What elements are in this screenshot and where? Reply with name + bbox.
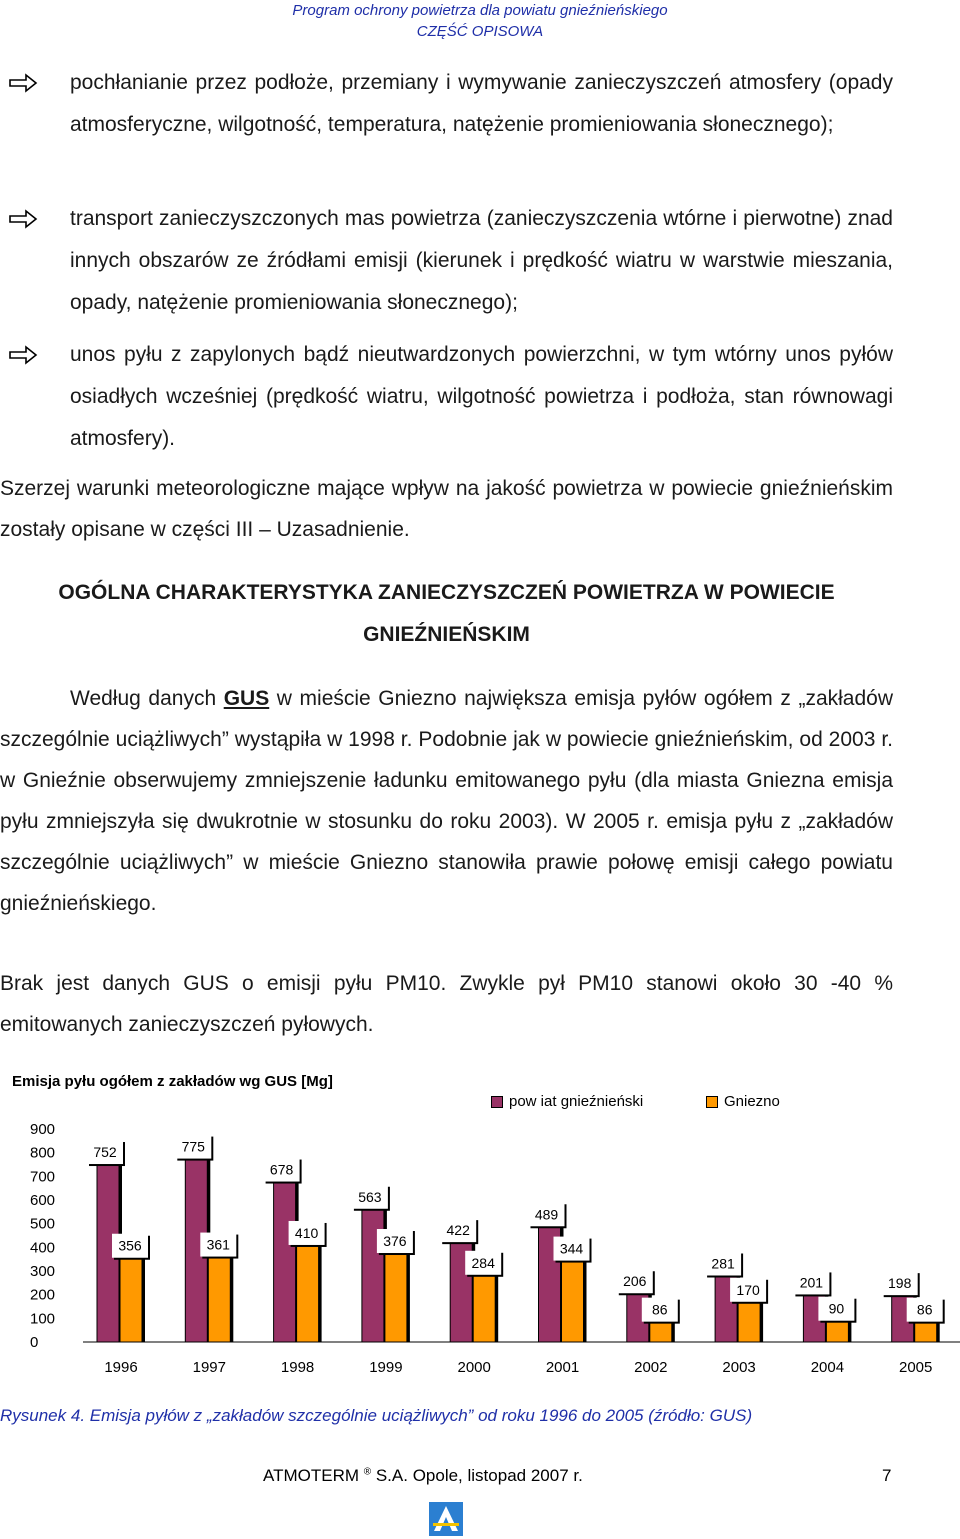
legend-item-gniezno — [706, 1093, 780, 1110]
x-tick-label: 1999 — [369, 1359, 403, 1376]
legend-label-powiat: pow iat gnieźnieński — [509, 1093, 644, 1110]
y-tick-label: 800 — [30, 1144, 56, 1162]
atmoterm-logo-icon — [428, 1501, 464, 1537]
x-tick-label: 1998 — [280, 1359, 315, 1376]
data-label-powiat: 752 — [93, 1144, 117, 1161]
paragraph-meteorology: Szerzej warunki meteorologiczne mające wpływ na jakość powietrza w powiecie gnieźnieńskim zostały opisane w części III – Uzasadnienie. — [0, 477, 893, 541]
data-label-gniezno: 170 — [736, 1281, 760, 1298]
data-label-gniezno: 284 — [471, 1254, 495, 1271]
bar-gniezno — [385, 1253, 407, 1342]
data-label-powiat: 563 — [358, 1188, 382, 1205]
paragraph-text: Według danych — [70, 687, 224, 710]
bullet-text: unos pyłu z zapylonych bądź nieutwardzonych powierzchni, w tym wtórny unos pyłów osiadłych wcześniej (prędkość wiatru, wilgotność powietrza i podłoża, stan równowagi atmosfery). — [70, 343, 893, 450]
data-label-powiat: 281 — [711, 1255, 735, 1272]
y-tick-label: 300 — [30, 1263, 56, 1280]
arrow-right-icon — [8, 73, 38, 93]
arrow-right-icon — [8, 345, 38, 365]
x-tick-label: 2002 — [634, 1359, 668, 1376]
paragraph-text: w mieście Gniezno największa emisja pyłów ogółem z „zakładów szczególnie uciążliwych” wystąpiła w 1998 r. Podobnie jak w powiecie gnieźnieńskim, od 2003 r. w Gnieźnie obserwujemy zmniejszenie ładunku emitowanego pyłu (dla miasta Gniezna emisja pyłu zmniejszyła się dwukrotnie w stosunku do roku 2003). W 2005 r. emisja pyłu z „zakładów szczególnie uciążliwych” w mieście Gniezno stanowiła prawie połowę emisji całego powiatu gnieźnieńskiego. — [0, 687, 893, 915]
y-tick-label: 500 — [30, 1215, 56, 1233]
y-tick-label: 600 — [30, 1192, 56, 1209]
bar-gniezno — [650, 1322, 672, 1342]
header-title: Program ochrony powietrza dla powiatu gnieźnieńskiego — [292, 2, 668, 19]
bullet-item — [0, 198, 893, 324]
legend-swatch-gniezno — [706, 1096, 718, 1108]
bar-gniezno — [562, 1261, 584, 1342]
data-label-gniezno: 356 — [118, 1237, 142, 1254]
bullet-text: pochłanianie przez podłoże, przemiany i wymywanie zanieczyszczeń atmosfery (opady atmosferyczne, wilgotność, temperatura, natężenie promieniowania słonecznego); — [70, 71, 893, 136]
company-name: ATMOTERM — [263, 1466, 360, 1485]
legend-swatch-powiat — [491, 1096, 503, 1108]
bullet-item — [0, 62, 893, 146]
y-tick-label: 100 — [30, 1310, 56, 1328]
data-label-gniezno: 376 — [383, 1233, 407, 1250]
data-label-powiat: 198 — [888, 1275, 912, 1292]
header-subtitle: CZĘŚĆ OPISOWA — [416, 23, 544, 40]
y-tick-label: 900 — [30, 1121, 56, 1138]
gus-link: GUS — [223, 687, 270, 710]
x-tick-label: 2004 — [810, 1359, 845, 1376]
y-tick-label: 400 — [30, 1239, 56, 1257]
x-tick-label: 2003 — [722, 1359, 756, 1376]
page-header — [0, 0, 960, 42]
y-tick-label: 0 — [30, 1334, 39, 1351]
section-heading — [0, 572, 893, 656]
bar-powiat — [274, 1182, 296, 1342]
data-label-gniezno: 361 — [206, 1236, 230, 1253]
legend-label-gniezno: Gniezno — [724, 1093, 780, 1110]
x-tick-label: 2000 — [457, 1359, 491, 1376]
bar-gniezno — [208, 1257, 230, 1342]
bar-gniezno — [826, 1321, 848, 1342]
legend-item-powiat — [491, 1093, 643, 1110]
page-number: 7 — [882, 1466, 892, 1485]
data-label-powiat: 422 — [446, 1222, 470, 1239]
data-label-gniezno: 86 — [916, 1301, 933, 1318]
x-tick-label: 1996 — [104, 1359, 138, 1376]
bullet-text: transport zanieczyszczonych mas powietrza (zanieczyszczenia wtórne i pierwotne) znad innych obszarów ze źródłami emisji (kierunek i prędkość wiatru w warstwie mieszania, opady, natężenie promieniowania słonecznego); — [70, 207, 893, 314]
data-label-powiat: 678 — [269, 1161, 294, 1178]
bar-gniezno — [120, 1258, 142, 1342]
chart-title: Emisja pyłu ogółem z zakładów wg GUS [Mg] — [12, 1073, 333, 1090]
data-label-powiat: 201 — [799, 1274, 824, 1291]
x-tick-label: 2001 — [545, 1359, 580, 1376]
paragraph-pm10: Brak jest danych GUS o emisji pyłu PM10. Zwykle pył PM10 stanowi około 30 -40 % emitowanych zanieczyszczeń pyłowych. — [0, 972, 893, 1036]
bar-powiat — [362, 1209, 384, 1342]
emission-chart — [0, 1060, 960, 1400]
company-details: S.A. Opole, listopad 2007 r. — [371, 1466, 583, 1485]
bar-gniezno — [473, 1275, 495, 1342]
bullet-item — [0, 334, 893, 460]
data-label-powiat: 206 — [623, 1273, 647, 1290]
heading-line: OGÓLNA CHARAKTERYSTYKA ZANIECZYSZCZEŃ POWIETRZA W POWIECIE — [58, 581, 835, 604]
y-tick-label: 700 — [30, 1168, 56, 1186]
data-label-powiat: 775 — [181, 1138, 205, 1155]
bar-gniezno — [915, 1322, 937, 1342]
footer-company — [263, 1466, 583, 1486]
arrow-right-icon — [8, 209, 38, 229]
bar-gniezno — [738, 1302, 760, 1342]
bar-gniezno — [297, 1245, 319, 1342]
figure-caption: Rysunek 4. Emisja pyłów z „zakładów szczególnie uciążliwych” od roku 1996 do 2005 (źródło: GUS) — [0, 1406, 753, 1425]
data-label-gniezno: 86 — [652, 1301, 668, 1318]
data-label-gniezno: 410 — [294, 1224, 319, 1241]
data-label-gniezno: 344 — [559, 1240, 584, 1257]
registered-mark: ® — [363, 1466, 372, 1478]
heading-line: GNIEŹNIEŃSKIM — [363, 623, 530, 646]
paragraph-gus — [0, 678, 893, 924]
y-tick-label: 200 — [30, 1286, 56, 1304]
x-tick-label: 2005 — [899, 1359, 933, 1376]
data-label-powiat: 489 — [534, 1206, 559, 1223]
x-tick-label: 1997 — [192, 1359, 226, 1376]
data-label-gniezno: 90 — [828, 1300, 845, 1317]
